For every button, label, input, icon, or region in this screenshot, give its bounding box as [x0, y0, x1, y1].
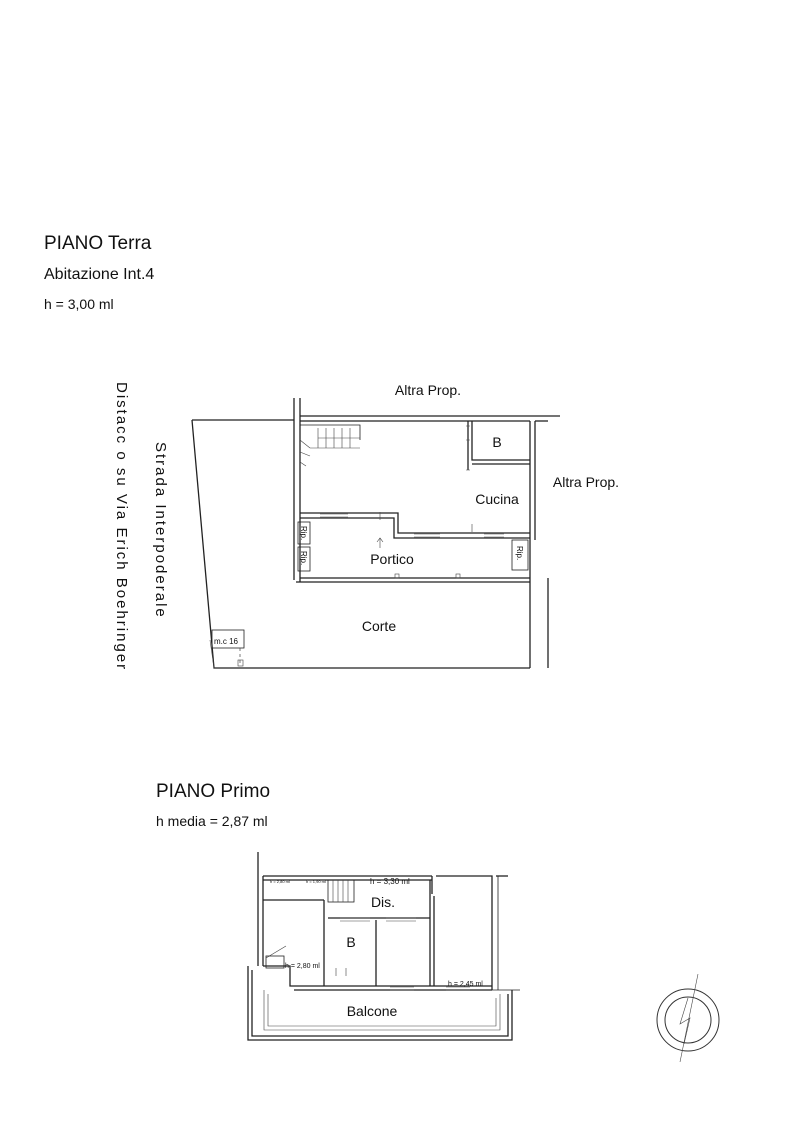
label-bathroom-first: B	[346, 934, 356, 950]
label-courtyard: Corte	[361, 618, 397, 634]
ground-floor-plan	[113, 382, 619, 671]
label-dis: Dis.	[370, 894, 396, 910]
label-h-190-small: h = 1,90 ml	[306, 879, 326, 884]
label-balcony: Balcone	[346, 1003, 398, 1019]
label-h-280: h = 2,80 ml	[285, 963, 320, 970]
first-staircase	[266, 880, 354, 968]
label-distance-street: Distacc o su Via Erich Boehringer	[113, 382, 130, 672]
first-floor-title: PIANO Primo	[156, 781, 271, 802]
ground-floor-height: h = 3,00 ml	[44, 296, 114, 312]
north-arrow-icon	[657, 974, 719, 1062]
label-rip-2: Rip.	[299, 551, 308, 566]
ground-floor-title: PIANO Terra	[44, 233, 152, 254]
first-floor-height: h media = 2,87 ml	[156, 813, 268, 829]
label-rip-1: Rip.	[299, 526, 308, 541]
label-altra-prop-top: Altra Prop.	[394, 382, 462, 398]
label-h-330: h = 3,30 ml	[370, 877, 410, 886]
label-bathroom: B	[492, 434, 502, 450]
ground-staircase	[300, 425, 360, 466]
label-rip-3: Rip.	[515, 546, 524, 561]
label-kitchen: Cucina	[475, 491, 519, 507]
label-h-245: h = 2,45 ml	[448, 981, 483, 988]
label-altra-prop-right: Altra Prop.	[552, 474, 620, 490]
label-portico: Portico	[370, 551, 414, 567]
label-h-280-small: h = 2,80 ml	[270, 879, 290, 884]
label-mc: m.c 16	[214, 637, 239, 646]
label-road: Strada Interpoderale	[152, 442, 169, 619]
ground-floor-subtitle: Abitazione Int.4	[44, 266, 155, 283]
first-floor-plan	[248, 852, 520, 1040]
